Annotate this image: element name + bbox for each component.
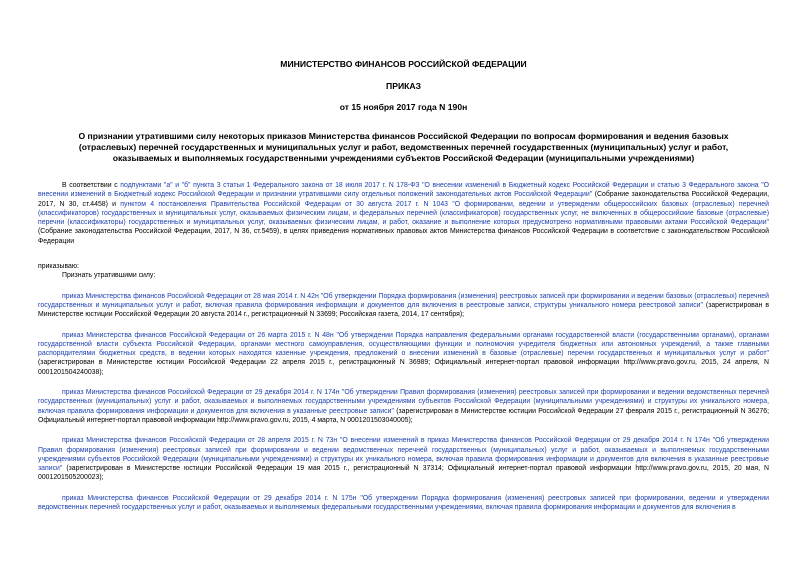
list-item [38,388,769,425]
order-175n-link[interactable]: приказ Министерства финансов Российской Федерации от 29 декабря 2014 г. N 175н "Об утверждении Порядка формирования (изменения) реестровых записей при формировании, ведении и утверждении ведомственных перечней государственных услуг и работ, оказываемых и выполняемых федеральными государственными учреждениями, включая правила формирования информации и документов для включения в [38,494,769,512]
order-48n-link[interactable]: приказ Министерства финансов Российской Федерации от 26 марта 2015 г. N 48н "Об утверждении Порядка направления федеральными органами государственной власти (государственными органами), органами государственной власти субъекта Российской Федерации, органами местного самоуправления, осуществляющими функции и полномочия учредителя бюджетных или автономных учреждений, а также главными распорядителями бюджетных средств, в ведении которых находятся казенные учреждения, предложений о внесении изменений в базовые (отраслевые) перечни государственных и муниципальных услуг и работ" [38,331,769,358]
federal-law-link[interactable]: подпунктами "а" и "б" пункта 3 статьи 1 Федерального закона от 18 июля 2017 г. N 178-ФЗ "О внесении изменений в Бюджетный кодекс Российской Федерации и статью 3 Федерального закона "О внесении изменений в Бюджетный кодекс Российской Федерации и признании утратившими силу отдельных положений законодательных актов Российской Федерации" [38,182,769,199]
preamble-text-1: В соответствии с [62,182,121,189]
list-item-text: (зарегистрирован в Министерстве юстиции Российской Федерации 19 мая 2015 г., регистрационный N 37314; Официальный интернет-портал правовой информации http://www.pravo.gov.ru, 2015, 20 мая, N 0001201505200023); [38,465,769,482]
list-item [38,436,769,482]
document-title: О признании утратившими силу некоторых приказов Министерства финансов Российской Федерации по вопросам формирования и ведения базовых (отраслевых) перечней государственных и муниципальных услуг и работ, ведомственных перечней государственных (муниципальных) услуг и работ, оказываемых и выполняемых государственными учреждениями субъектов Российской Федерации (муниципальными учреждениями) [78,131,729,163]
list-item [38,494,769,513]
order-174n-link[interactable]: приказ Министерства финансов Российской Федерации от 29 декабря 2014 г. N 174н "Об утверждении Правил формирования (изменения) реестровых записей при формировании и ведении ведомственных перечней государственных (муниципальных) услуг и работ, оказываемых и выполняемых государственными учреждениями субъектов Российской Федерации (муниципальными учреждениями) и структуры их уникального номера, включая правила формирования информации и документов для включения в указанные реестровые записи" [38,389,769,415]
preamble-text-2: (Собрание законодательства Российской Федерации, 2017, N 30, ст.4458) и [38,191,769,208]
list-item-text: (зарегистрирован в Министерстве юстиции Российской Федерации 22 апреля 2015 г., регистрационный N 36989; Официальный интернет-портал правовой информации http://www.pravo.gov.ru, 2015, 24 апреля, N 0001201504240038); [38,359,769,376]
government-resolution-link[interactable]: пунктом 4 постановления Правительства Российской Федерации от 30 августа 2017 г. N 1043 "О формировании, ведении и утверждении общероссийских базовых (отраслевых) перечней (классификаторов) государственных и муниципальных услуг, оказываемых физическим лицам, и федеральных перечней (классификаторов) государственных услуг, не включенных в общероссийские базовые (отраслевые) перечни (классификаторы) государственных и муниципальных услуг, оказываемых физическим лицам, и работ, оказание и выполнение которых предусмотрено нормативными правовыми актами Российской Федерации" [38,200,769,227]
list-item [38,292,769,320]
list-item [38,331,769,377]
ministry-name: МИНИСТЕРСТВО ФИНАНСОВ РОССИЙСКОЙ ФЕДЕРАЦИИ [280,59,527,69]
order-73n-link[interactable]: приказ Министерства финансов Российской Федерации от 28 апреля 2015 г. N 73н "О внесении изменений в приказ Министерства финансов Российской Федерации от 29 декабря 2014 г. N 174н "Об утверждении Правил формирования (изменения) реестровых записей при формировании и ведении ведомственных перечней государственных (муниципальных) услуг и работ, оказываемых и выполняемых государственными учреждениями субъектов Российской Федерации (муниципальными учреждениями) и структуры их уникального номера, включая правила формирования информации и документов для включения в указанные реестровые записи" [38,437,769,473]
order-word: приказываю: [38,263,79,271]
list-item-text: (зарегистрирован в Министерстве юстиции Российской Федерации 20 августа 2014 г., регистрационный N 33699; Российская газета, 2014, 17 сентября); [38,301,769,319]
list-item-text: (зарегистрирован в Министерстве юстиции Российской Федерации 27 февраля 2015 г., регистрационный N 36276; Официальный интернет-портал правовой информации http://www.pravo.gov.ru, 2015, 4 марта, N 0001201503040005); [38,407,770,424]
document-body [38,181,769,512]
document-type: ПРИКАЗ [386,81,421,91]
order-42n-link[interactable]: приказ Министерства финансов Российской Федерации от 28 мая 2014 г. N 42н "Об утверждении Порядка формирования (изменения) реестровых записей при формировании и ведении базовых (отраслевых) перечней государственных и муниципальных услуг и работ, включая правила формирования информации и документов для включения в реестровые записи, структуры уникального номера реестровой записи" [38,292,769,309]
document-date-number: от 15 ноября 2017 года N 190н [339,102,468,112]
preamble-paragraph [38,181,769,246]
invalidate-intro: Признать утратившими силу: [62,272,156,280]
preamble-text-3: (Собрание законодательства Российской Федерации, 2017, N 36, ст.5459), в целях приведения нормативных правовых актов Министерства финансов Российской Федерации в соответствие с законодательством Российской Федерации [38,228,769,245]
